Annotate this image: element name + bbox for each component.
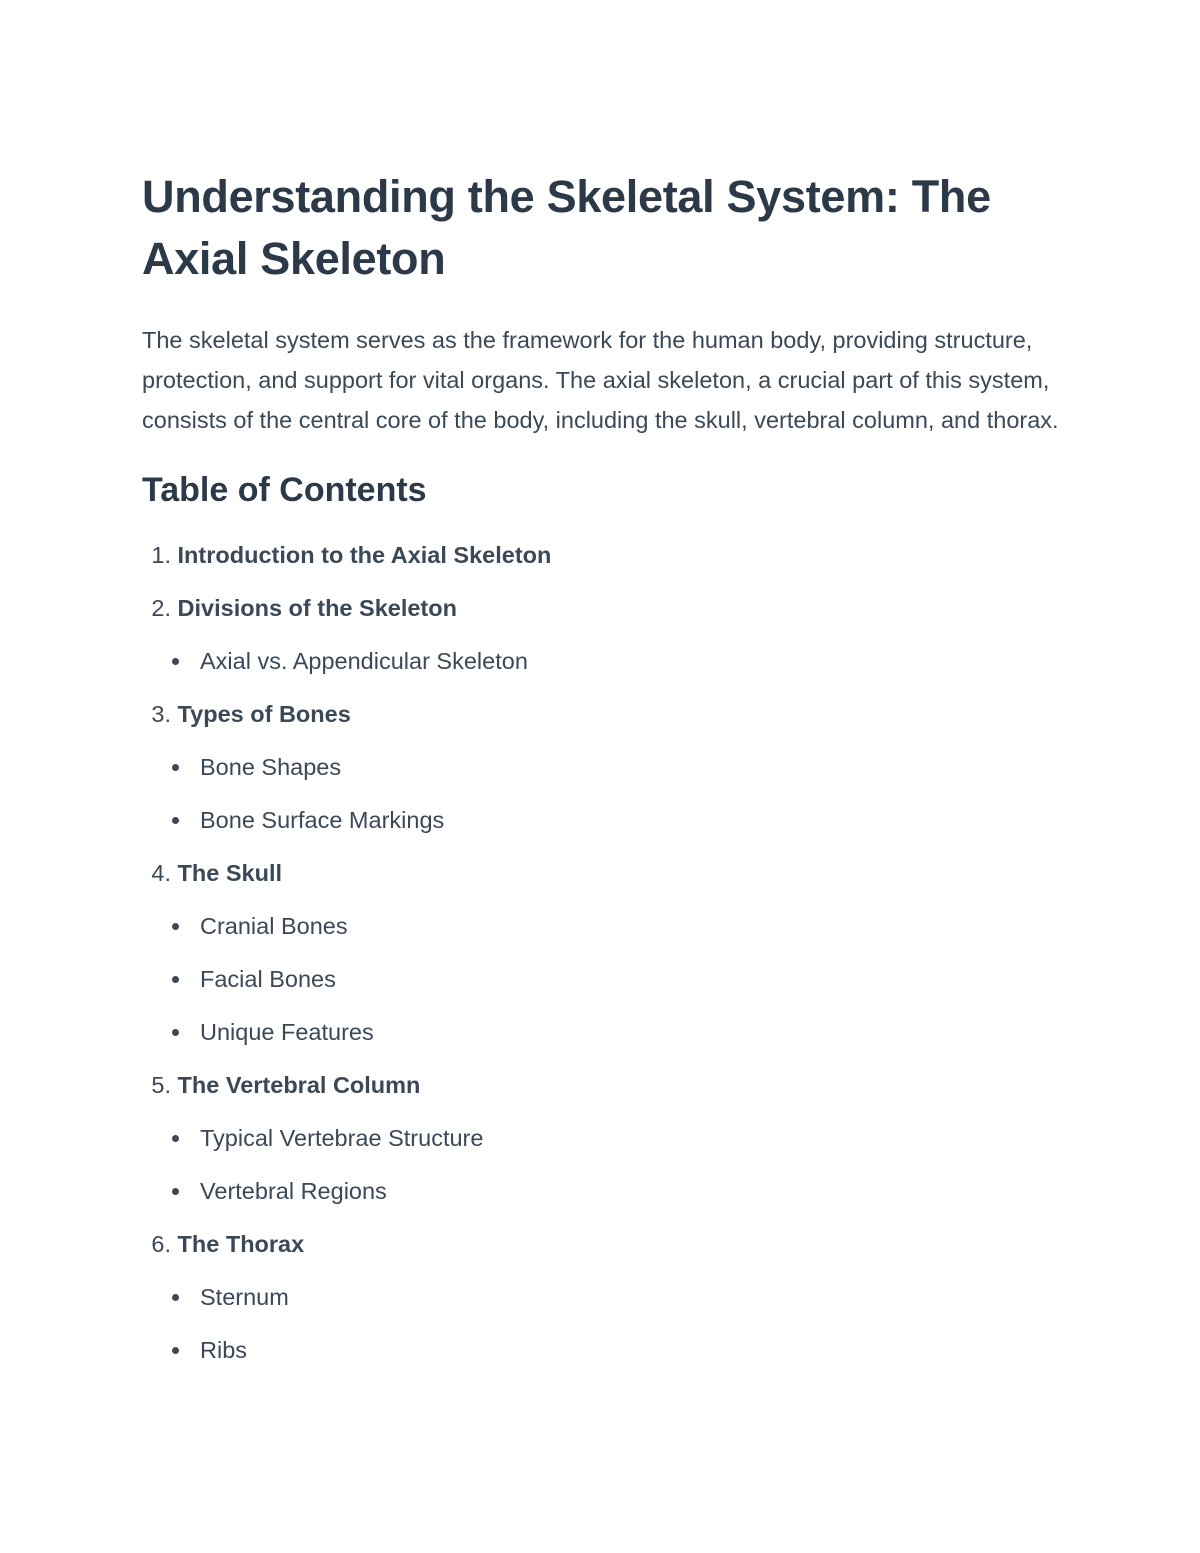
bullet-icon (172, 764, 179, 771)
bullet-icon (172, 923, 179, 930)
toc-subitem-label: Axial vs. Appendicular Skeleton (200, 648, 528, 674)
toc-sublist (142, 900, 1072, 1059)
bullet-icon (172, 1294, 179, 1301)
toc-sublist (142, 635, 1072, 688)
toc-item-number: 3. (151, 701, 171, 727)
toc-item-label: Introduction to the Axial Skeleton (177, 542, 552, 568)
toc-subitem-label: Unique Features (200, 1019, 374, 1045)
toc-subitem-label: Cranial Bones (200, 913, 348, 939)
toc-item-label: Types of Bones (177, 701, 351, 727)
document-title: Understanding the Skeletal System: The Axial Skeleton (142, 171, 991, 284)
toc-item-row (142, 1218, 1072, 1271)
toc-item (142, 529, 1072, 582)
toc-subitem (142, 741, 1072, 794)
toc-item (142, 1218, 1072, 1377)
toc-item (142, 847, 1072, 1059)
bullet-icon (172, 1188, 179, 1195)
intro-paragraph: The skeletal system serves as the framework for the human body, providing structure, protection, and support for vital organs. The axial skeleton, a crucial part of this system, consists of the central core of the body, including the skull, vertebral column, and thorax. (142, 327, 1059, 433)
toc-item-number: 1. (151, 542, 171, 568)
toc-subitem (142, 1324, 1072, 1377)
bullet-icon (172, 817, 179, 824)
toc-item-row (142, 582, 1072, 635)
toc-item-number: 2. (151, 595, 171, 621)
toc-item-number: 6. (151, 1231, 171, 1257)
toc-subitem (142, 953, 1072, 1006)
toc-sublist (142, 1112, 1072, 1218)
toc-item (142, 688, 1072, 847)
toc-subitem-label: Vertebral Regions (200, 1178, 387, 1204)
toc-subitem-label: Bone Surface Markings (200, 807, 445, 833)
toc-sublist (142, 1271, 1072, 1377)
toc-subitem (142, 1006, 1072, 1059)
toc-item-label: The Skull (177, 860, 282, 886)
toc-sublist (142, 741, 1072, 847)
toc-item-row (142, 688, 1072, 741)
toc-subitem-label: Facial Bones (200, 966, 336, 992)
toc-subitem-label: Sternum (200, 1284, 289, 1310)
toc-item-label: Divisions of the Skeleton (177, 595, 457, 621)
toc-subitem (142, 1112, 1072, 1165)
toc-item-row (142, 529, 1072, 582)
toc-item-number: 4. (151, 860, 171, 886)
toc-item-number: 5. (151, 1072, 171, 1098)
bullet-icon (172, 658, 179, 665)
toc-item (142, 1059, 1072, 1218)
toc-item-row (142, 1059, 1072, 1112)
toc-subitem (142, 794, 1072, 847)
toc-subitem-label: Bone Shapes (200, 754, 342, 780)
table-of-contents (142, 529, 1072, 1377)
toc-item-label: The Vertebral Column (177, 1072, 421, 1098)
toc-subitem (142, 635, 1072, 688)
toc-subitem (142, 900, 1072, 953)
toc-heading: Table of Contents (142, 471, 427, 509)
toc-subitem (142, 1271, 1072, 1324)
bullet-icon (172, 976, 179, 983)
bullet-icon (172, 1347, 179, 1354)
document-page (142, 166, 1072, 1377)
toc-item (142, 582, 1072, 688)
toc-subitem-label: Ribs (200, 1337, 248, 1363)
bullet-icon (172, 1135, 179, 1142)
toc-subitem-label: Typical Vertebrae Structure (200, 1125, 484, 1151)
bullet-icon (172, 1029, 179, 1036)
toc-item-label: The Thorax (177, 1231, 305, 1257)
toc-subitem (142, 1165, 1072, 1218)
toc-item-row (142, 847, 1072, 900)
